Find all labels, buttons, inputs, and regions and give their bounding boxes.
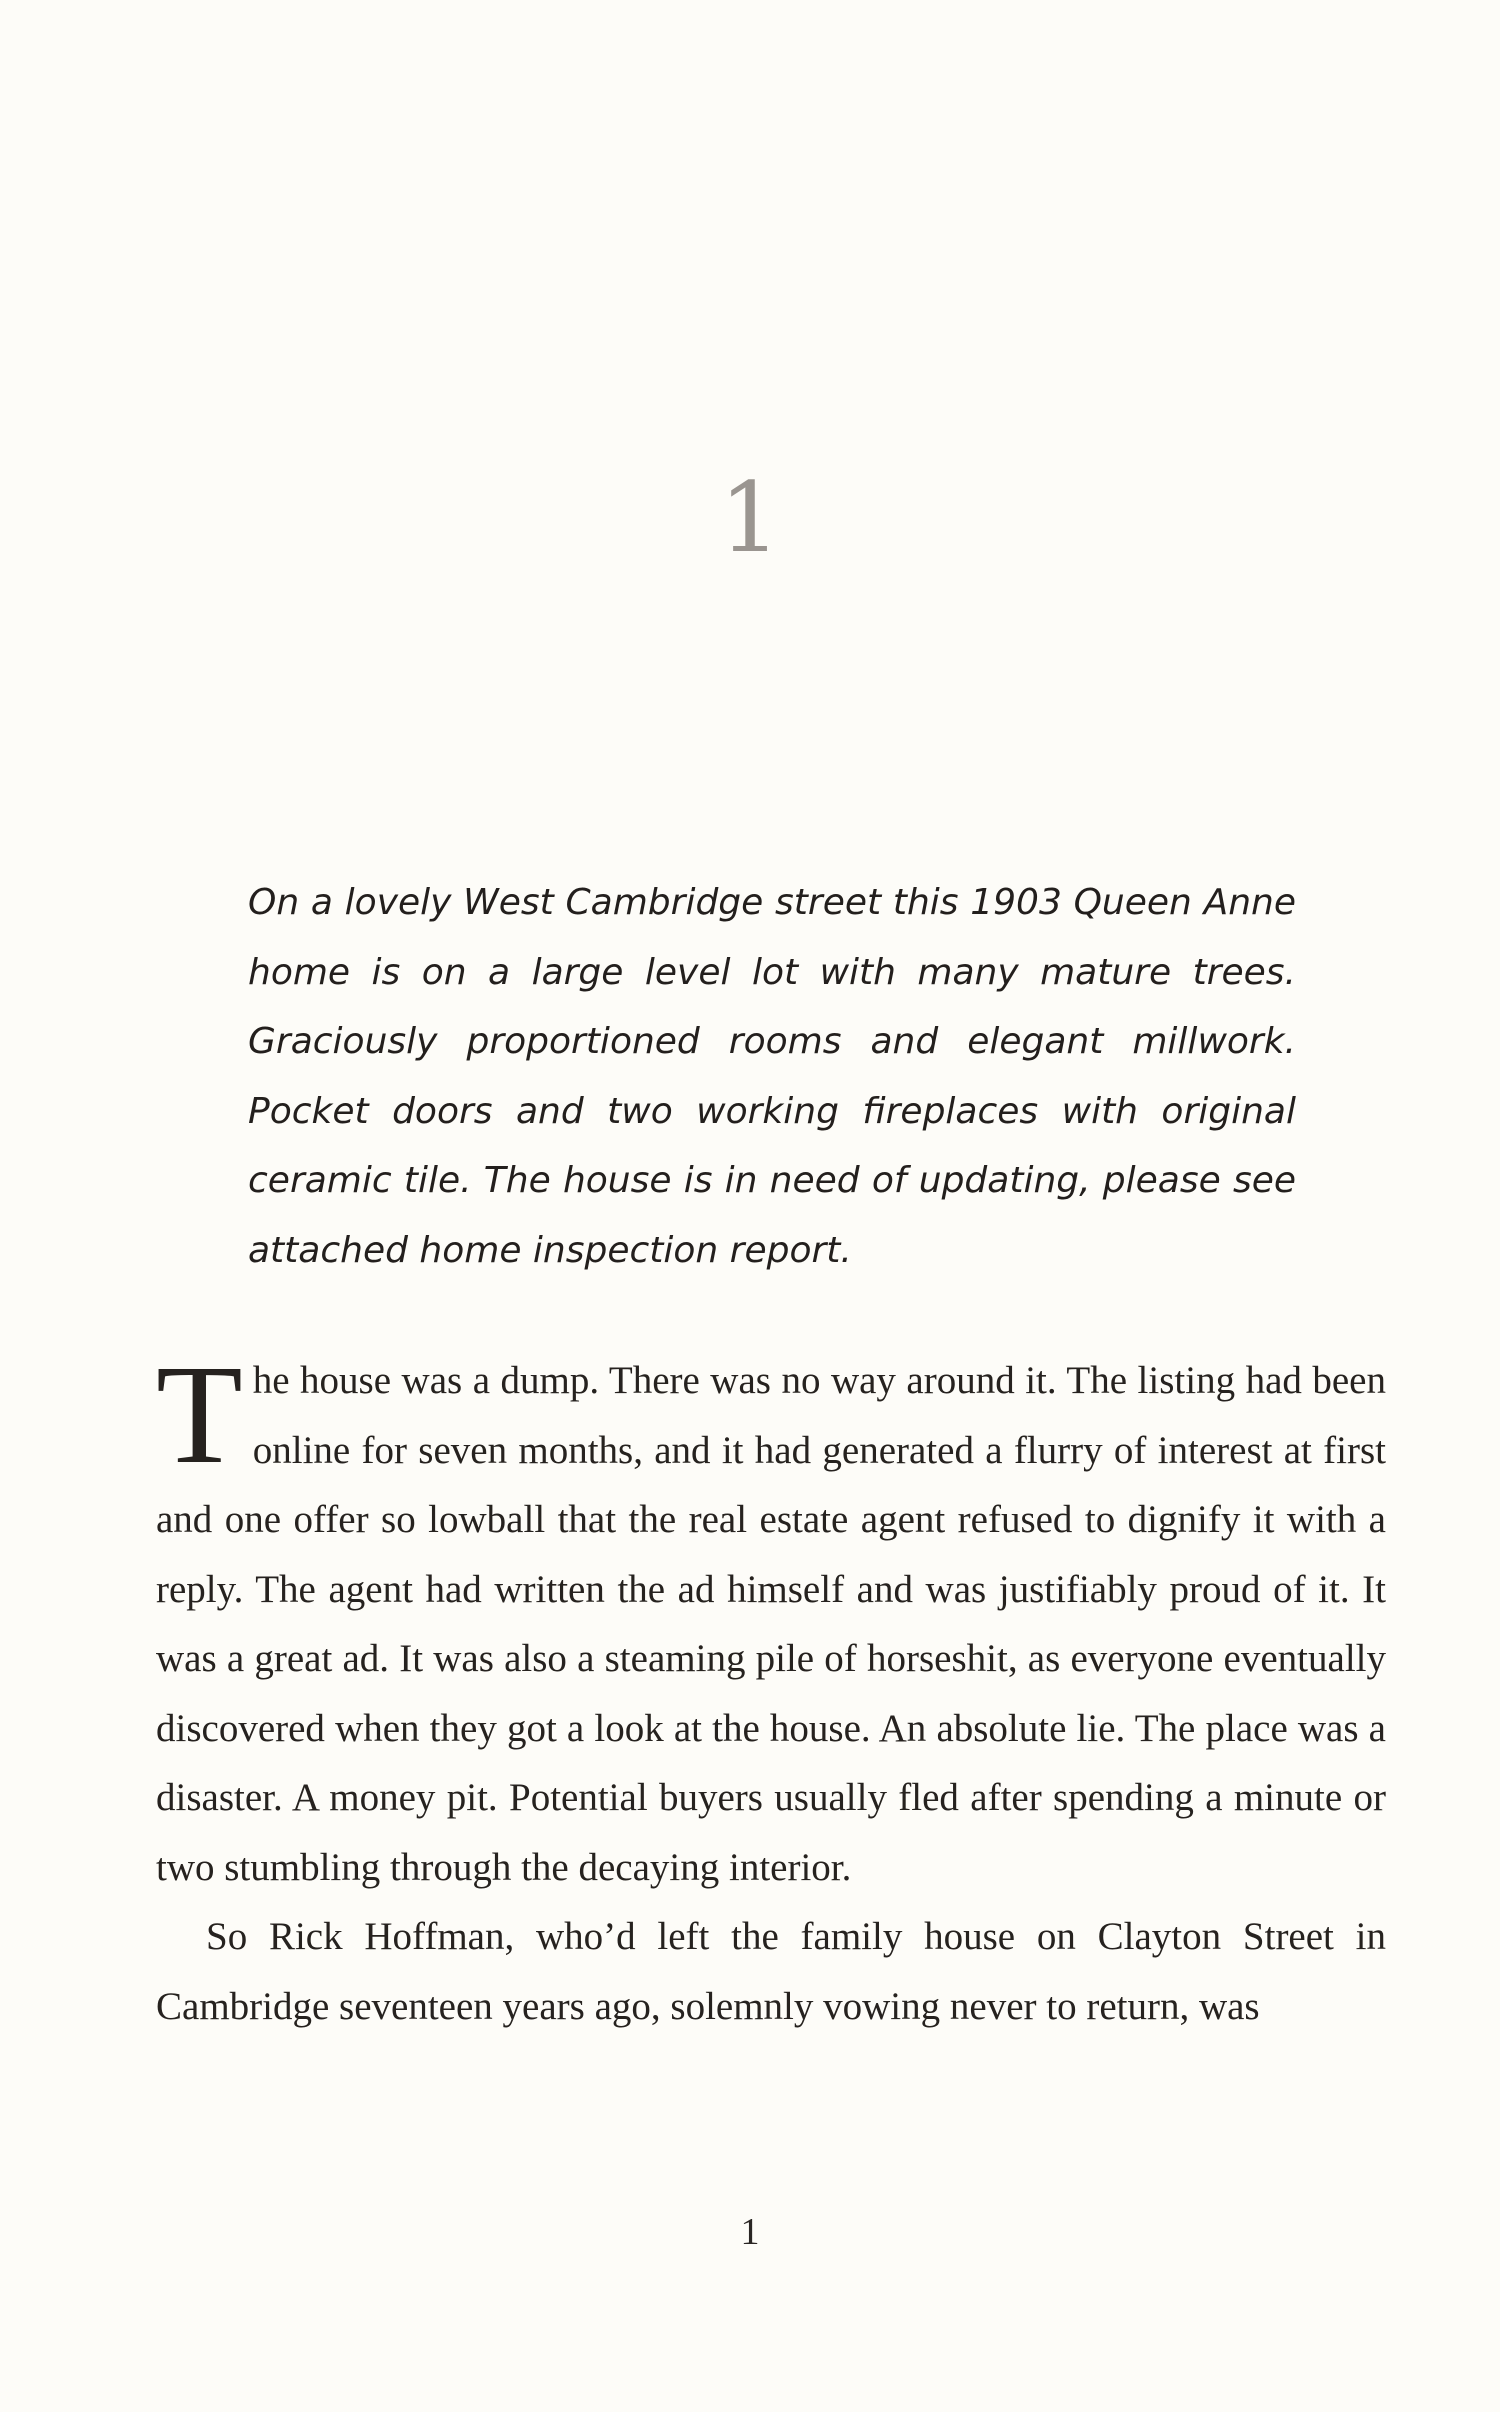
drop-cap: T xyxy=(156,1335,243,1493)
chapter-number: 1 xyxy=(719,462,781,574)
epigraph-listing-ad: On a lovely West Cambridge street this 1903 Queen Anne home is on a large level lot with many mature trees. Graciously proportioned rooms and elegant millwork. Pocket doors and two working fireplaces with original ceramic tile. The house is in need of updating, please see attached home inspection report. xyxy=(248,882,1296,1271)
paragraph-2: So Rick Hoffman, who’d left the family house on Clayton Street in Cambridge seventeen years ago, solemnly vowing never to return, was xyxy=(156,1915,1386,2028)
paragraph-1-text: he house was a dump. There was no way around it. The listing had been online for seven months, and it had generated a flurry of interest at first and one offer so lowball that the real estate agent refused to dignify it with a reply. The agent had written the ad himself and was justifiably proud of it. It was a great ad. It was also a steaming pile of horseshit, as everyone eventually discovered when they got a look at the house. An absolute lie. The place was a disaster. A money pit. Potential buyers usually fled after spending a minute or two stumbling through the decaying interior. xyxy=(156,1359,1386,1889)
page-number: 1 xyxy=(740,2211,760,2253)
paragraph-1 xyxy=(156,1335,1386,1902)
chapter-body xyxy=(156,1335,1386,2041)
